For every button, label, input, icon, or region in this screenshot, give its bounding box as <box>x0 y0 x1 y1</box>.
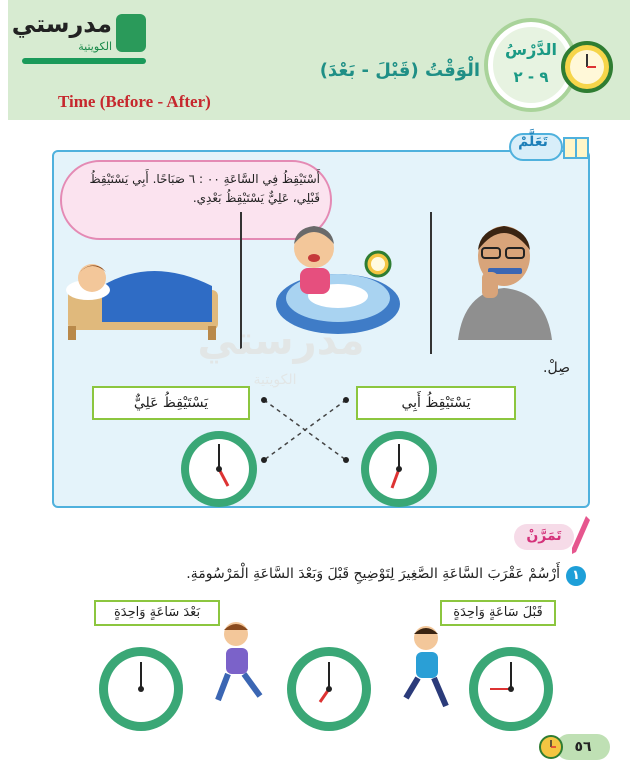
page-number: ٥٦ <box>556 734 610 760</box>
pencil-icon <box>570 514 592 556</box>
father-illustration <box>448 220 558 340</box>
clock-given <box>284 644 374 734</box>
lesson-number: ٩ - ٢ <box>513 68 549 86</box>
running-boy-left <box>206 620 270 712</box>
header-clock-icon <box>560 40 614 94</box>
label-before-one-hour: قَبْلَ سَاعَةٍ وَاحِدَةٍ <box>440 600 556 626</box>
watermark: مدرستي <box>197 318 365 364</box>
connect-instruction: صِلْ. <box>543 360 570 376</box>
lesson-label: الدَّرْسُ <box>504 40 558 59</box>
page-clock-icon <box>538 734 564 760</box>
watermark-sub: الكويتية <box>253 372 297 388</box>
label-father-wakes[interactable]: يَسْتَيْقِظُ أَبِي <box>356 386 516 420</box>
scene-divider-right <box>430 212 432 354</box>
speech-bubble-text: أَسْتَيْقِظُ فِي السَّاعَةِ ٠٠ : ٦ صَبَاحًا. أَبِي يَسْتَيْقِظُ قَبْلِي، عَلِيٌّ يَسْتَيْقِظُ بَعْدِي. <box>89 172 320 205</box>
clock-ali <box>178 428 260 510</box>
practice-label: تَمَرَّنْ <box>526 528 562 544</box>
learn-label: تَعَلَّمْ <box>518 134 548 150</box>
clock-father <box>358 428 440 510</box>
page-title-english: Time (Before - After) <box>58 92 211 111</box>
logo-strip <box>22 58 146 64</box>
question-number: ١ <box>566 566 586 586</box>
label-after-one-hour: بَعْدَ سَاعَةٍ وَاحِدَةٍ <box>94 600 220 626</box>
logo-name: مدرستي <box>11 10 112 38</box>
matching-lines <box>250 390 360 470</box>
running-boy-right <box>396 624 460 716</box>
label-ali-wakes[interactable]: يَسْتَيْقِظُ عَلِيٌّ <box>92 386 250 420</box>
logo-badge-icon <box>116 14 146 52</box>
logo-sub: الكويتية <box>78 40 112 53</box>
page-title-arabic: الْوَقْتُ (قَبْلَ - بَعْدَ) <box>319 60 480 81</box>
clock-before-answer[interactable] <box>466 644 556 734</box>
clock-after-answer[interactable] <box>96 644 186 734</box>
question-text: أَرْسُمْ عَقْرَبَ السَّاعَةِ الصَّغِيرَ لِتَوْضِيحِ قَبْلَ وَبَعْدَ السَّاعَةِ الْمَرْسُومَةِ. <box>186 566 560 582</box>
